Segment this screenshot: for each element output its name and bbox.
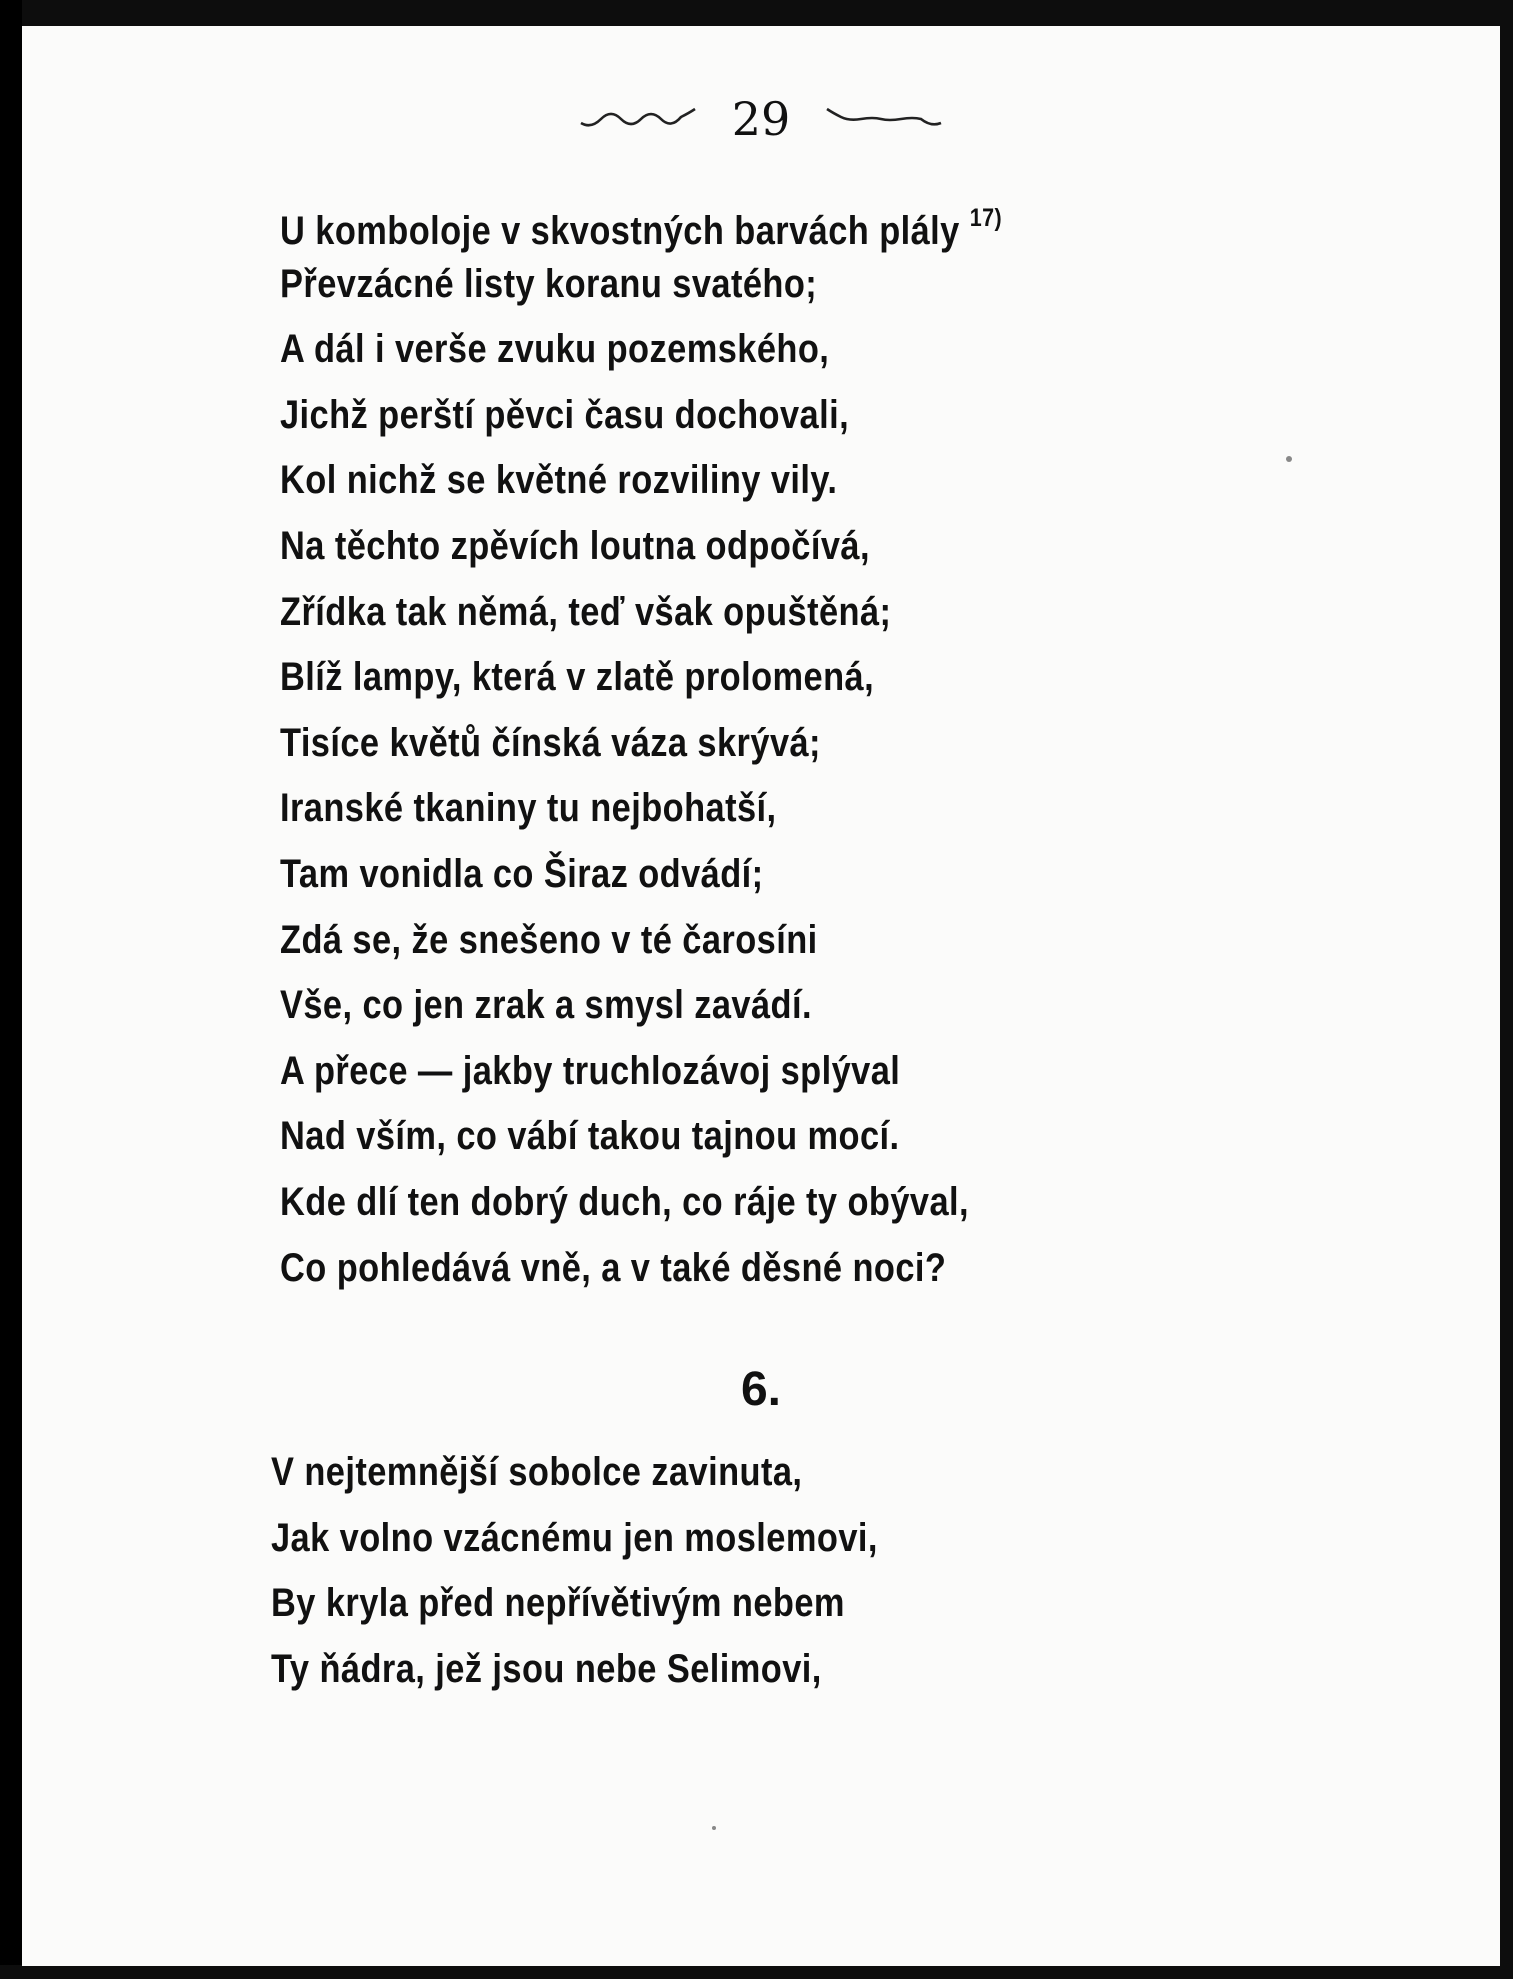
stanza-2 bbox=[271, 1440, 977, 1702]
footnote-marker: 17) bbox=[969, 204, 1003, 232]
verse-line: Jak volno vzácnému jen moslemovi, bbox=[271, 1515, 878, 1560]
paper-sheet bbox=[22, 26, 1500, 1966]
right-ornament-icon bbox=[823, 107, 943, 131]
verse-line: Zřídka tak němá, teď však opuštěná; bbox=[280, 589, 892, 634]
verse-line: Tam vonidla co Širaz odvádí; bbox=[280, 851, 764, 896]
verse-line: V nejtemnější sobolce zavinuta, bbox=[271, 1450, 803, 1494]
verse-line: Kol nichž se květné rozviliny vily. bbox=[280, 458, 838, 503]
verse-line: Nad vším, co vábí takou tajnou mocí. bbox=[280, 1114, 900, 1159]
verse-line: Blíž lampy, která v zlatě prolomená, bbox=[280, 655, 875, 700]
section-number: 6. bbox=[740, 1363, 782, 1416]
book-spine-edge bbox=[0, 0, 22, 1979]
page-number: 29 bbox=[731, 92, 791, 146]
verse-line: Vše, co jen zrak a smysl zavádí. bbox=[280, 983, 812, 1028]
verse-line: U komboloje v skvostných barvách plály $^{17)}$ bbox=[280, 204, 1003, 253]
page-header bbox=[22, 88, 1500, 148]
verse-line: Převzácné listy koranu svatého; bbox=[280, 261, 818, 306]
verse-line: Ty ňádra, jež jsou nebe Selimovi, bbox=[271, 1646, 822, 1691]
verse-line: A dál i verše zvuku pozemského, bbox=[280, 327, 830, 372]
scan-border-right bbox=[1499, 0, 1513, 1979]
verse-line: By kryla před nepřívětivým nebem bbox=[271, 1581, 845, 1626]
scan-border-bottom bbox=[0, 1965, 1513, 1979]
verse-line: Iranské tkaniny tu nejbohatší, bbox=[280, 786, 777, 831]
paper-speck bbox=[712, 1826, 716, 1830]
verse-line: Jichž perští pěvci času dochovali, bbox=[280, 392, 850, 437]
verse-line: Co pohledává vně, a v také děsné noci? bbox=[280, 1245, 947, 1290]
left-ornament-icon bbox=[579, 107, 699, 131]
verse-line: Zdá se, že snešeno v té čarosíni bbox=[280, 917, 818, 962]
verse-line: Kde dlí ten dobrý duch, co ráje ty obýval, bbox=[280, 1179, 969, 1224]
verse-line: Tisíce květů čínská váza skrývá; bbox=[280, 720, 821, 765]
verse-line: Na těchto zpěvích loutna odpočívá, bbox=[280, 523, 870, 568]
verse-line: A přece — jakby truchlozávoj splýval bbox=[280, 1048, 901, 1093]
scan-border-top bbox=[0, 0, 1513, 26]
paper-speck bbox=[1286, 456, 1292, 462]
stanza-1 bbox=[280, 186, 1120, 1301]
